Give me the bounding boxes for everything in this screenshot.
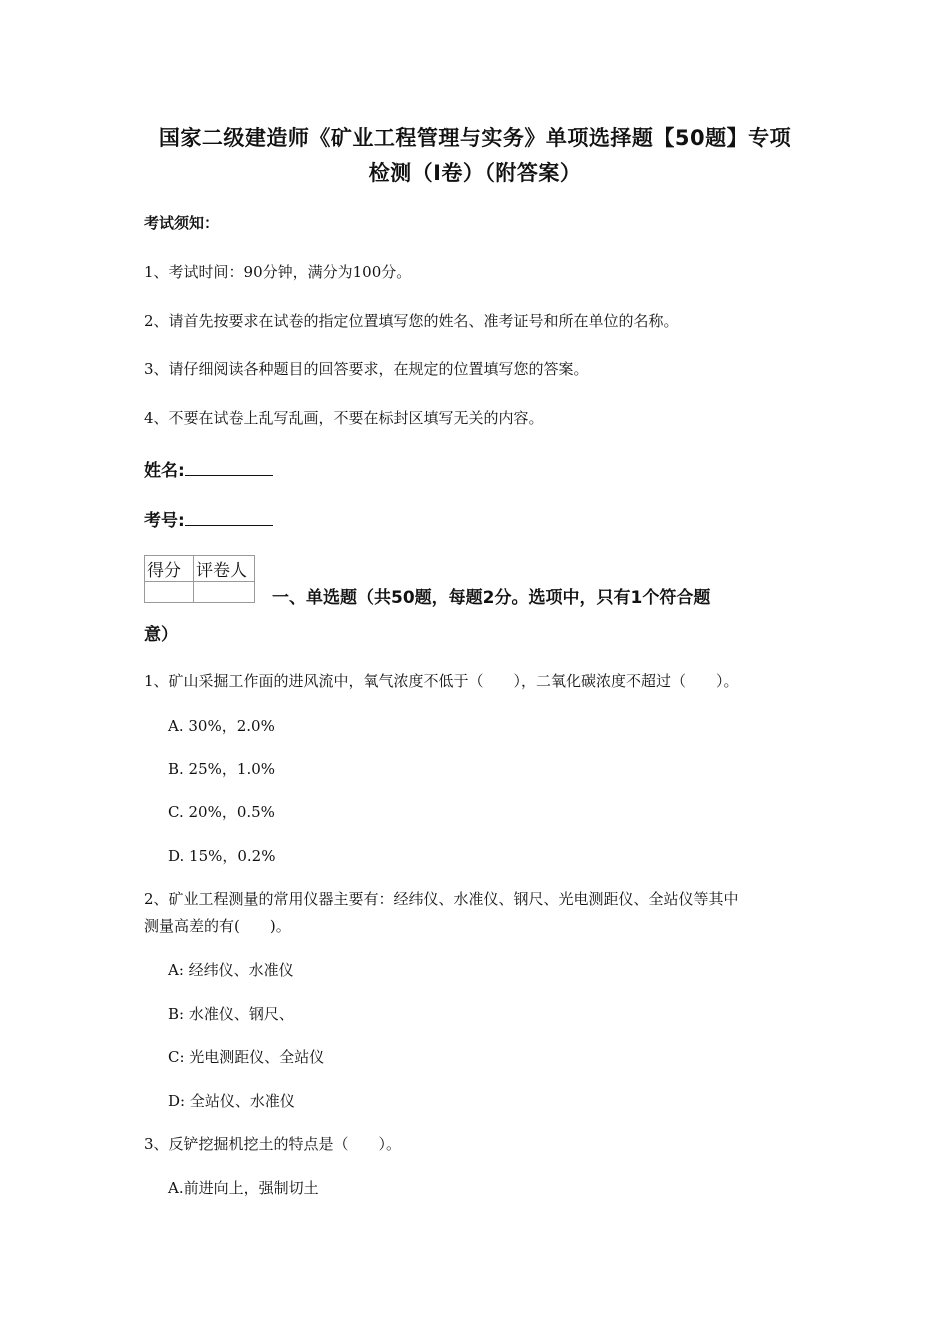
question-1-option-a: A. 30%，2.0% bbox=[168, 717, 275, 735]
exam-number-label: 考号: bbox=[144, 511, 185, 531]
grader-header: 评卷人 bbox=[194, 556, 255, 582]
name-label: 姓名: bbox=[144, 461, 185, 481]
notice-item-3: 3、请仔细阅读各种题目的回答要求，在规定的位置填写您的答案。 bbox=[144, 360, 589, 378]
exam-number-field[interactable] bbox=[144, 506, 273, 531]
question-2-stem-line1: 2、矿业工程测量的常用仪器主要有：经纬仪、水准仪、钢尺、光电测距仪、全站仪等其中 bbox=[144, 890, 739, 908]
name-field[interactable] bbox=[144, 456, 273, 481]
score-header: 得分 bbox=[145, 556, 194, 582]
section-heading-line2: 意） bbox=[144, 625, 178, 645]
question-2-stem-line2: 测量高差的有( )。 bbox=[144, 917, 291, 935]
question-1-option-d: D. 15%，0.2% bbox=[168, 847, 276, 865]
question-3-option-a: A.前进向上，强制切土 bbox=[168, 1179, 319, 1197]
document-title-line1: 国家二级建造师《矿业工程管理与实务》单项选择题【50题】专项 bbox=[158, 126, 792, 150]
section-heading-line1: 一、单选题（共50题，每题2分。选项中，只有1个符合题 bbox=[272, 588, 711, 608]
notice-item-2: 2、请首先按要求在试卷的指定位置填写您的姓名、准考证号和所在单位的名称。 bbox=[144, 312, 679, 330]
exam-number-blank[interactable] bbox=[185, 507, 273, 526]
question-1-stem: 1、矿山采掘工作面的进风流中，氧气浓度不低于（ ），二氧化碳浓度不超过（ ）。 bbox=[144, 672, 739, 690]
question-2-option-b: B: 水准仪、钢尺、 bbox=[168, 1005, 294, 1023]
score-cell[interactable] bbox=[145, 582, 194, 603]
question-1-option-b: B. 25%，1.0% bbox=[168, 760, 276, 778]
notice-heading: 考试须知： bbox=[144, 214, 220, 232]
name-blank[interactable] bbox=[185, 457, 273, 476]
question-2-option-a: A: 经纬仪、水准仪 bbox=[168, 961, 294, 979]
question-2-option-c: C: 光电测距仪、全站仪 bbox=[168, 1048, 325, 1066]
document-title-line2: 检测（I卷）（附答案） bbox=[368, 161, 582, 185]
score-table bbox=[144, 555, 255, 603]
question-2-option-d: D: 全站仪、水准仪 bbox=[168, 1092, 295, 1110]
question-1-option-c: C. 20%，0.5% bbox=[168, 803, 275, 821]
question-3-stem: 3、反铲挖掘机挖土的特点是（ ）。 bbox=[144, 1135, 402, 1153]
notice-item-1: 1、考试时间：90分钟，满分为100分。 bbox=[144, 263, 412, 281]
grader-cell[interactable] bbox=[194, 582, 255, 603]
notice-item-4: 4、不要在试卷上乱写乱画，不要在标封区填写无关的内容。 bbox=[144, 409, 544, 427]
